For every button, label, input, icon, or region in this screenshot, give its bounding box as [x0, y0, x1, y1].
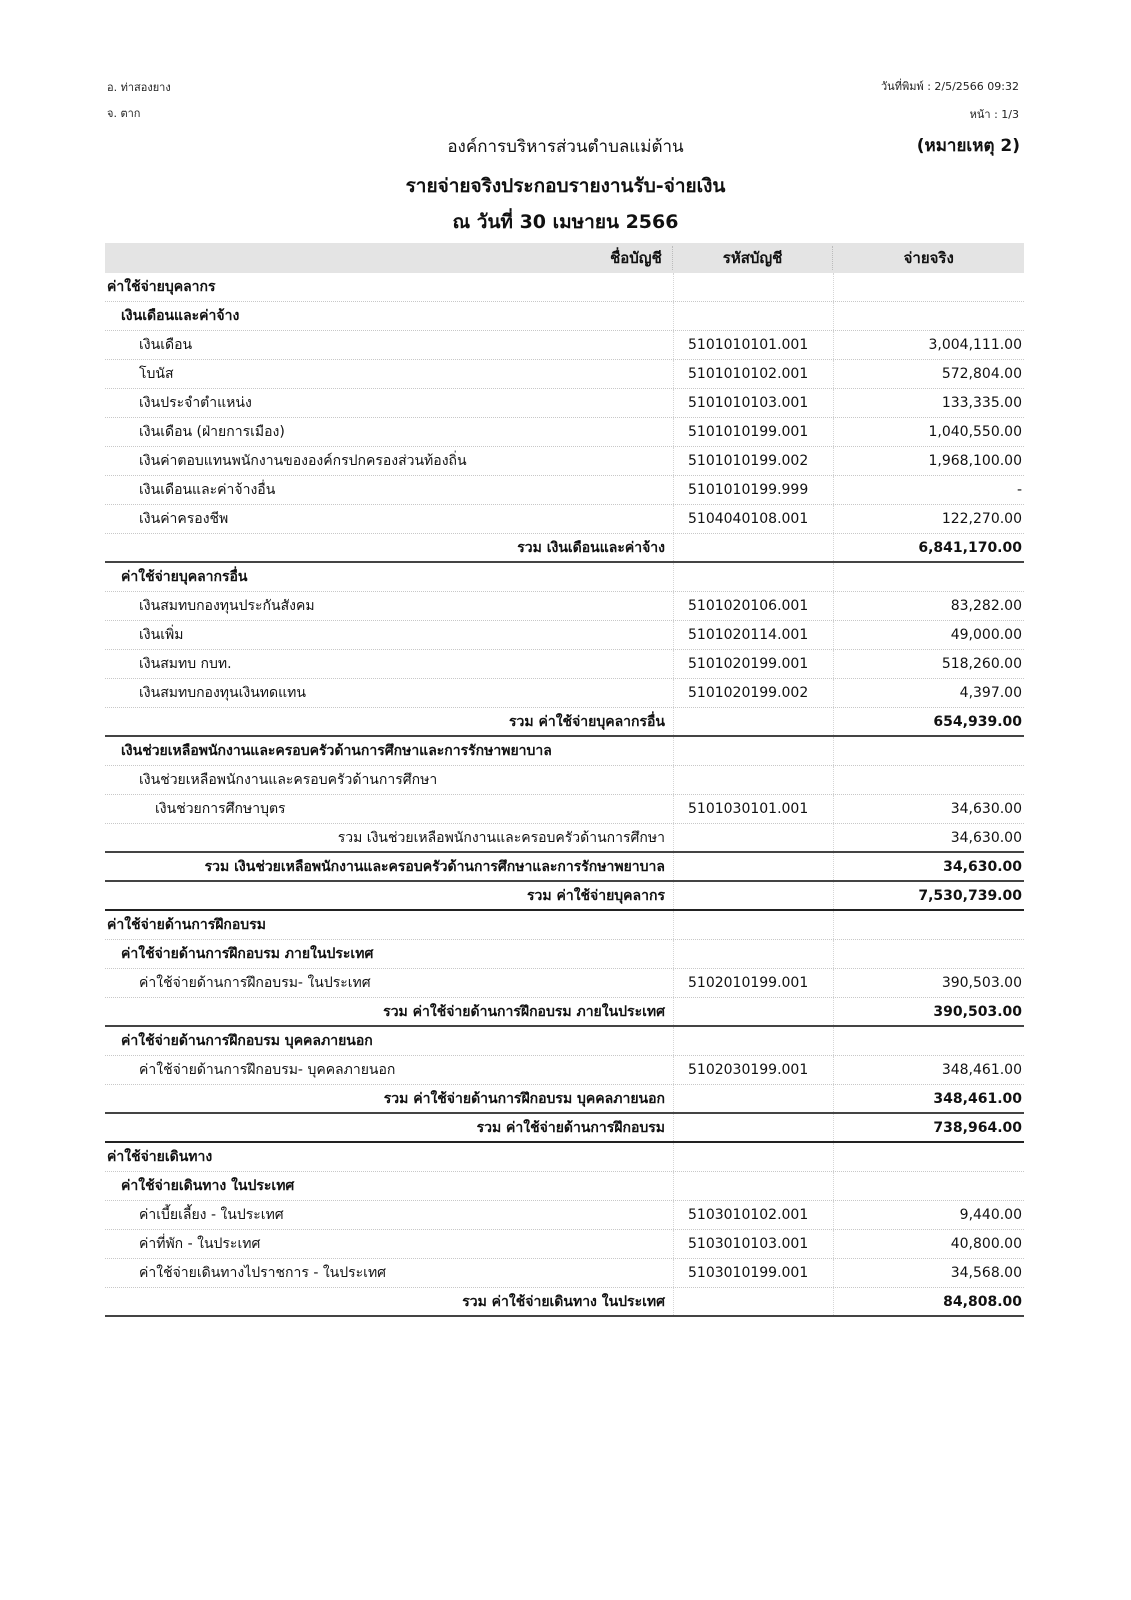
account-code-cell: 5101020114.001 — [673, 621, 833, 649]
amount-cell: 9,440.00 — [833, 1201, 1024, 1229]
account-name-cell: รวม เงินช่วยเหลือพนักงานและครอบครัวด้านการศึกษาและการรักษาพยาบาล — [204, 858, 665, 875]
amount-cell: 34,630.00 — [833, 824, 1024, 851]
group-total-row — [105, 1114, 1024, 1143]
account-code-cell: 5101010103.001 — [673, 389, 833, 417]
amount-cell — [833, 1172, 1024, 1200]
section-header-row — [105, 302, 1024, 331]
amount-cell — [833, 737, 1024, 765]
amount-cell: 654,939.00 — [833, 708, 1024, 735]
account-name-cell: ค่าใช้จ่ายเดินทาง ในประเทศ — [121, 1178, 295, 1194]
account-name-cell: รวม เงินเดือนและค่าจ้าง — [517, 539, 665, 556]
account-code-cell — [673, 737, 833, 765]
province-label: จ. ตาก — [107, 107, 141, 120]
account-code-cell: 5104040108.001 — [673, 505, 833, 533]
table-row — [105, 592, 1024, 621]
account-code-cell — [673, 998, 833, 1025]
table-row — [105, 476, 1024, 505]
account-name-cell: เงินช่วยการศึกษาบุตร — [155, 801, 286, 817]
amount-cell — [833, 302, 1024, 330]
amount-cell: 348,461.00 — [833, 1056, 1024, 1084]
account-name-cell: โบนัส — [139, 366, 174, 382]
account-code-cell — [673, 563, 833, 591]
note-label: (หมายเหตุ 2) — [916, 136, 1020, 156]
account-code-cell: 5101020106.001 — [673, 592, 833, 620]
account-name-cell: รวม ค่าใช้จ่ายด้านการฝึกอบรม บุคคลภายนอก — [383, 1090, 665, 1107]
amount-cell: 6,841,170.00 — [833, 534, 1024, 561]
table-body — [105, 273, 1024, 1317]
account-name-cell: รวม ค่าใช้จ่ายด้านการฝึกอบรม — [476, 1119, 665, 1136]
account-name-cell: รวม ค่าใช้จ่ายบุคลากร — [526, 887, 665, 904]
subtotal-row — [105, 824, 1024, 853]
account-name-cell: เงินเพิ่ม — [139, 627, 184, 643]
amount-cell: - — [833, 476, 1024, 504]
account-name-cell: ค่าใช้จ่ายบุคลากรอื่น — [121, 569, 248, 585]
table-row — [105, 1230, 1024, 1259]
table-row — [105, 389, 1024, 418]
amount-cell: 518,260.00 — [833, 650, 1024, 678]
amount-cell — [833, 1143, 1024, 1171]
subtotal-row — [105, 534, 1024, 563]
account-name-cell: เงินช่วยเหลือพนักงานและครอบครัวด้านการศึกษา — [139, 772, 438, 788]
amount-cell: 34,630.00 — [833, 853, 1024, 880]
account-code-cell — [673, 1288, 833, 1315]
account-name-cell: เงินประจำตำแหน่ง — [139, 395, 252, 411]
account-name-cell: ค่าเบี้ยเลี้ยง - ในประเทศ — [139, 1207, 284, 1223]
account-code-cell — [673, 708, 833, 735]
table-row — [105, 766, 1024, 795]
district-label: อ. ท่าสองยาง — [107, 81, 171, 94]
amount-cell: 133,335.00 — [833, 389, 1024, 417]
account-code-cell — [673, 1085, 833, 1112]
account-code-cell: 5101010199.001 — [673, 418, 833, 446]
amount-cell: 1,968,100.00 — [833, 447, 1024, 475]
account-name-cell: เงินสมทบ กบท. — [139, 656, 232, 672]
table-row — [105, 1201, 1024, 1230]
account-code-cell — [673, 824, 833, 851]
section-header-row — [105, 1172, 1024, 1201]
table-row — [105, 650, 1024, 679]
amount-cell: 7,530,739.00 — [833, 882, 1024, 909]
amount-cell: 49,000.00 — [833, 621, 1024, 649]
amount-cell: 4,397.00 — [833, 679, 1024, 707]
account-name-cell: เงินเดือน (ฝ่ายการเมือง) — [139, 424, 285, 440]
section-header-row — [105, 1143, 1024, 1172]
account-name-cell: เงินช่วยเหลือพนักงานและครอบครัวด้านการศึกษาและการรักษาพยาบาล — [121, 743, 552, 759]
group-total-row — [105, 882, 1024, 911]
account-name-cell: ค่าใช้จ่ายด้านการฝึกอบรม บุคคลภายนอก — [121, 1033, 373, 1049]
amount-cell — [833, 766, 1024, 794]
account-name-cell: ค่าใช้จ่ายด้านการฝึกอบรม ภายในประเทศ — [121, 946, 374, 962]
account-name-cell: เงินเดือน — [139, 337, 193, 353]
table-row — [105, 795, 1024, 824]
amount-cell: 738,964.00 — [833, 1114, 1024, 1141]
print-date: วันที่พิมพ์ : 2/5/2566 09:32 — [881, 80, 1019, 93]
table-row — [105, 969, 1024, 998]
account-code-cell: 5101020199.002 — [673, 679, 833, 707]
section-header-row — [105, 1027, 1024, 1056]
account-name-cell: เงินค่าครองชีพ — [139, 511, 229, 527]
amount-cell: 34,630.00 — [833, 795, 1024, 823]
report-date: ณ วันที่ 30 เมษายน 2566 — [452, 211, 679, 233]
amount-cell: 572,804.00 — [833, 360, 1024, 388]
account-code-cell — [673, 882, 833, 909]
section-header-row — [105, 563, 1024, 592]
table-row — [105, 1259, 1024, 1288]
amount-cell: 122,270.00 — [833, 505, 1024, 533]
amount-cell — [833, 911, 1024, 939]
account-name-cell: รวม ค่าใช้จ่ายเดินทาง ในประเทศ — [462, 1293, 665, 1310]
account-code-cell — [673, 911, 833, 939]
account-code-cell: 5102030199.001 — [673, 1056, 833, 1084]
account-code-cell: 5103010103.001 — [673, 1230, 833, 1258]
table-row — [105, 621, 1024, 650]
account-code-cell: 5101010199.999 — [673, 476, 833, 504]
page-number: หน้า : 1/3 — [969, 108, 1019, 121]
account-name-cell: ค่าใช้จ่ายเดินทางไปราชการ - ในประเทศ — [139, 1265, 387, 1281]
account-name-cell: ค่าใช้จ่ายด้านการฝึกอบรม- บุคคลภายนอก — [139, 1062, 396, 1078]
account-code-cell: 5101010199.002 — [673, 447, 833, 475]
amount-cell: 3,004,111.00 — [833, 331, 1024, 359]
amount-cell — [833, 1027, 1024, 1055]
account-name-cell: เงินสมทบกองทุนเงินทดแทน — [139, 685, 306, 701]
account-name-cell: ค่าใช้จ่ายด้านการฝึกอบรม — [107, 917, 266, 933]
account-code-cell: 5102010199.001 — [673, 969, 833, 997]
account-name-cell: เงินสมทบกองทุนประกันสังคม — [139, 598, 315, 614]
section-header-row — [105, 911, 1024, 940]
amount-cell: 84,808.00 — [833, 1288, 1024, 1315]
column-header-account-name: ชื่อบัญชี — [610, 249, 662, 267]
account-code-cell — [673, 1114, 833, 1141]
account-code-cell — [673, 1027, 833, 1055]
amount-cell: 34,568.00 — [833, 1259, 1024, 1287]
table-row — [105, 418, 1024, 447]
account-name-cell: เงินค่าตอบแทนพนักงานขององค์กรปกครองส่วนท้องถิ่น — [139, 453, 467, 469]
subtotal-row — [105, 1288, 1024, 1317]
account-name-cell: เงินเดือนและค่าจ้าง — [121, 308, 240, 324]
amount-cell: 390,503.00 — [833, 998, 1024, 1025]
subtotal-row — [105, 853, 1024, 882]
amount-cell — [833, 563, 1024, 591]
account-code-cell — [673, 766, 833, 794]
account-name-cell: รวม เงินช่วยเหลือพนักงานและครอบครัวด้านการศึกษา — [337, 829, 665, 846]
account-code-cell — [673, 940, 833, 968]
account-name-cell: ค่าใช้จ่ายด้านการฝึกอบรม- ในประเทศ — [139, 975, 371, 991]
account-code-cell: 5103010102.001 — [673, 1201, 833, 1229]
subtotal-row — [105, 708, 1024, 737]
table-row — [105, 447, 1024, 476]
account-code-cell — [673, 1172, 833, 1200]
account-code-cell — [673, 853, 833, 880]
section-header-row — [105, 737, 1024, 766]
account-code-cell: 5101020199.001 — [673, 650, 833, 678]
organization-name: องค์การบริหารส่วนตำบลแม่ต้าน — [447, 137, 684, 157]
account-name-cell: ค่าใช้จ่ายเดินทาง — [107, 1149, 213, 1165]
table-row — [105, 1056, 1024, 1085]
account-name-cell: รวม ค่าใช้จ่ายด้านการฝึกอบรม ภายในประเทศ — [383, 1003, 665, 1020]
account-name-cell: ค่าใช้จ่ายบุคลากร — [107, 279, 216, 295]
expense-ledger-table — [105, 243, 1024, 1317]
amount-cell: 40,800.00 — [833, 1230, 1024, 1258]
amount-cell: 1,040,550.00 — [833, 418, 1024, 446]
table-row — [105, 679, 1024, 708]
section-header-row — [105, 273, 1024, 302]
report-title: รายจ่ายจริงประกอบรายงานรับ-จ่ายเงิน — [405, 175, 726, 197]
account-code-cell: 5101030101.001 — [673, 795, 833, 823]
amount-cell: 348,461.00 — [833, 1085, 1024, 1112]
account-name-cell: รวม ค่าใช้จ่ายบุคลากรอื่น — [509, 713, 665, 730]
account-name-cell: เงินเดือนและค่าจ้างอื่น — [139, 482, 276, 498]
account-code-cell — [673, 273, 833, 301]
amount-cell — [833, 940, 1024, 968]
table-row — [105, 505, 1024, 534]
account-code-cell — [673, 1143, 833, 1171]
account-code-cell: 5101010101.001 — [673, 331, 833, 359]
account-code-cell: 5103010199.001 — [673, 1259, 833, 1287]
amount-cell — [833, 273, 1024, 301]
table-row — [105, 331, 1024, 360]
subtotal-row — [105, 1085, 1024, 1114]
account-name-cell: ค่าที่พัก - ในประเทศ — [139, 1236, 261, 1252]
amount-cell: 390,503.00 — [833, 969, 1024, 997]
table-row — [105, 360, 1024, 389]
section-header-row — [105, 940, 1024, 969]
column-header-account-code: รหัสบัญชี — [672, 246, 834, 270]
account-code-cell — [673, 534, 833, 561]
table-header — [105, 243, 1024, 273]
account-code-cell — [673, 302, 833, 330]
column-header-actual-paid: จ่ายจริง — [903, 249, 954, 267]
account-code-cell: 5101010102.001 — [673, 360, 833, 388]
amount-cell: 83,282.00 — [833, 592, 1024, 620]
subtotal-row — [105, 998, 1024, 1027]
